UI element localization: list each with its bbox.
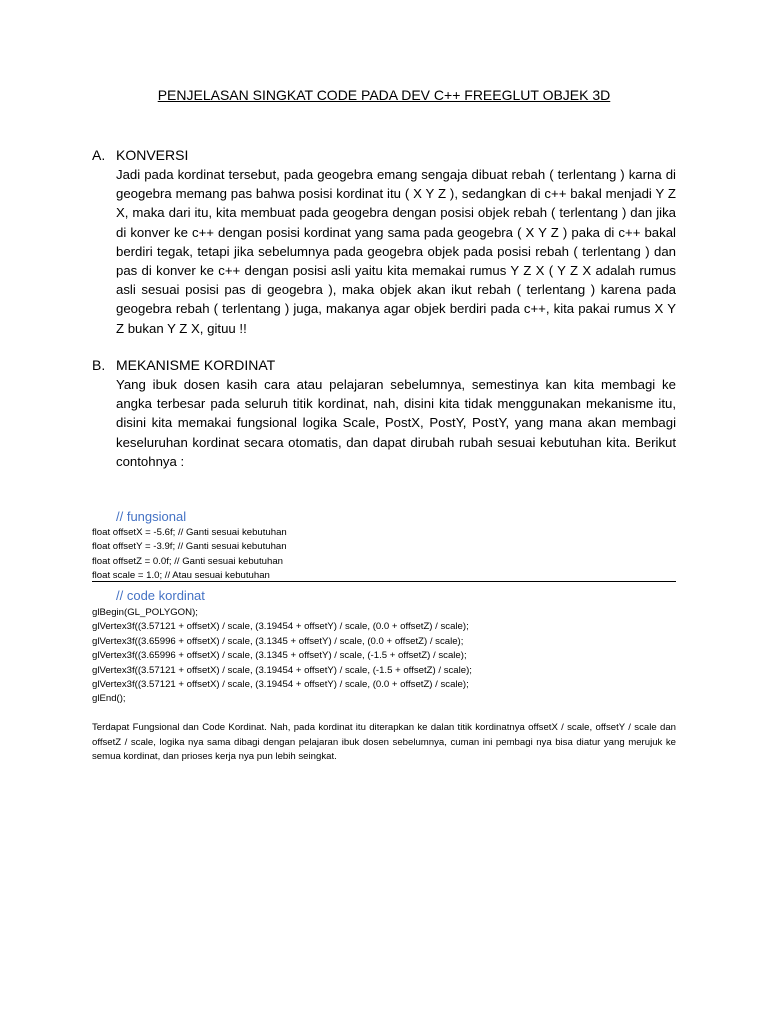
code-line: float offsetY = -3.9f; // Ganti sesuai kebutuhan	[92, 541, 287, 553]
page-title: PENJELASAN SINGKAT CODE PADA DEV C++ FREEGLUT OBJEK 3D	[157, 87, 611, 103]
section-konversi	[92, 145, 676, 338]
code-line: glVertex3f((3.57121 + offsetX) / scale, (3.19454 + offsetY) / scale, (0.0 + offsetZ) / scale);	[92, 621, 469, 633]
code-line: glEnd();	[92, 693, 126, 705]
section-heading	[92, 145, 676, 165]
code-line: glVertex3f((3.57121 + offsetX) / scale, (3.19454 + offsetY) / scale, (0.0 + offsetZ) / scale);	[92, 678, 469, 690]
kordinat-code-block	[92, 606, 676, 707]
section-mekanisme-kordinat	[92, 355, 676, 471]
section-letter: A.	[92, 147, 106, 163]
section-paragraph: Yang ibuk dosen kasih cara atau pelajaran sebelumnya, semestinya kan kita membagi ke angka terbesar pada seluruh titik kordinat, nah, disini kita tidak menggunakan mekanisme itu, disini kita memakai fungsional logika Scale, PostX, PostY, PostY, yang mana akan membagi keseluruhan kordinat secara otomatis, dan dapat dirubah rubah sesuai kebutuhan kita. Berikut contohnya :	[116, 377, 676, 469]
fungsional-code-block	[92, 526, 676, 584]
section-heading	[92, 355, 676, 375]
horizontal-divider	[92, 581, 676, 582]
kordinat-comment: // code kordinat	[116, 588, 205, 603]
section-paragraph: Jadi pada kordinat tersebut, pada geogebra emang sengaja dibuat rebah ( terlentang ) karna di geogebra memang pas bahwa posisi kordinat itu ( X Y Z ), sedangkan di c++ bakal menjadi Y Z X, maka dari itu, kita membuat pada geogebra dengan posisi objek rebah ( terlentang ) dan jika di konver ke c++ dengan posisi kordinat yang sama pada geogebra ( X Y Z ) paka di c++ bakal berdiri tegak, tetapi jika sebelumnya pada geogebra objek pada posisi rebah ( terlentang ) dan pas di konver ke c++ dengan posisi asli yaitu kita memakai rumus Y Z X ( Y Z X adalah rumus asli sesuai posisi pas di geogebra ), maka objek akan ikut rebah ( terlentang ) karena pada geogebra rebah ( terlentang ) juga, makanya agar objek berdiri pada c++, kita pakai rumus X Y Z bukan Y Z X, gituu !!	[116, 167, 676, 336]
code-line: glVertex3f((3.57121 + offsetX) / scale, (3.19454 + offsetY) / scale, (-1.5 + offsetZ) / scale);	[92, 664, 472, 676]
code-line: glVertex3f((3.65996 + offsetX) / scale, (3.1345 + offsetY) / scale, (-1.5 + offsetZ) / scale);	[92, 650, 467, 662]
code-line: glBegin(GL_POLYGON);	[92, 607, 198, 618]
section-letter: B.	[92, 357, 106, 373]
section-title: MEKANISME KORDINAT	[116, 357, 276, 373]
code-line: float scale = 1.0; // Atau sesuai kebutuhan	[92, 570, 270, 582]
closing-paragraph: Terdapat Fungsional dan Code Kordinat. Nah, pada kordinat itu diterapkan ke dalan titik kordinatnya offsetX / scale, offsetY / scale dan offsetZ / scale, logika nya sama dibagi dengan pelajaran ibuk dosen sebelumnya, cuman ini pembagi nya bisa diatur yang merujuk ke semua kordinat, dan prioses kerja nya pun lebih seingkat.	[92, 722, 676, 763]
code-line: float offsetZ = 0.0f; // Ganti sesuai kebutuhan	[92, 555, 284, 567]
code-line: glVertex3f((3.65996 + offsetX) / scale, (3.1345 + offsetY) / scale, (0.0 + offsetZ) / scale);	[92, 635, 464, 647]
code-line: float offsetX = -5.6f; // Ganti sesuai kebutuhan	[92, 527, 287, 538]
fungsional-comment: // fungsional	[116, 509, 187, 524]
section-title: KONVERSI	[116, 147, 189, 163]
